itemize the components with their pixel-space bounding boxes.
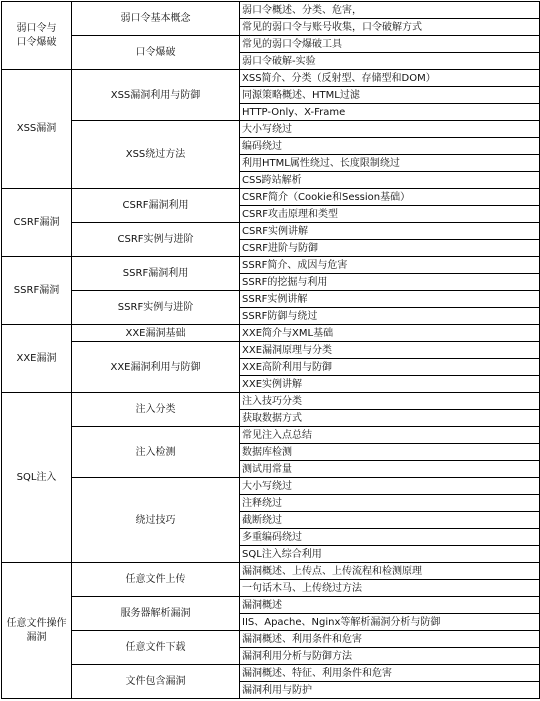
subtopic-cell: 注入分类 (72, 393, 240, 427)
content-item-cell: 获取数据方式 (240, 410, 540, 427)
topic-cell: XSS漏洞 (2, 70, 72, 189)
content-item-cell: 常见的弱口令与账号收集，口令破解方式 (240, 19, 540, 36)
content-item-cell: 利用HTML属性绕过、长度限制绕过 (240, 155, 540, 172)
table-row (2, 563, 540, 580)
content-item-cell: 漏洞利用与防护 (240, 682, 540, 699)
content-item-cell: 漏洞概述、上传点、上传流程和检测原理 (240, 563, 540, 580)
content-item-cell: 数据库检测 (240, 444, 540, 461)
table-row (2, 70, 540, 87)
subtopic-cell: 文件包含漏洞 (72, 665, 240, 699)
subtopic-cell: XSS漏洞利用与防御 (72, 70, 240, 121)
content-item-cell: CSRF简介（Cookie和Session基础） (240, 189, 540, 206)
content-item-cell: XXE实例讲解 (240, 376, 540, 393)
content-item-cell: IIS、Apache、Nginx等解析漏洞分析与防御 (240, 614, 540, 631)
table-row (2, 342, 540, 359)
content-item-cell: 注释绕过 (240, 495, 540, 512)
table-row (2, 597, 540, 614)
subtopic-cell: 注入检测 (72, 427, 240, 478)
content-item-cell: SSRF实例讲解 (240, 291, 540, 308)
content-item-cell: 一句话木马、上传绕过方法 (240, 580, 540, 597)
content-item-cell: 常见的弱口令爆破工具 (240, 36, 540, 53)
subtopic-cell: 任意文件上传 (72, 563, 240, 597)
content-item-cell: SSRF简介、成因与危害 (240, 257, 540, 274)
subtopic-cell: 任意文件下载 (72, 631, 240, 665)
content-item-cell: 注入技巧分类 (240, 393, 540, 410)
subtopic-cell: SSRF实例与进阶 (72, 291, 240, 325)
content-item-cell: 漏洞概述 (240, 597, 540, 614)
table-row (2, 325, 540, 342)
subtopic-cell: 弱口令基本概念 (72, 2, 240, 36)
content-item-cell: 编码绕过 (240, 138, 540, 155)
table-row (2, 189, 540, 206)
content-item-cell: XSS简介、分类（反射型、存储型和DOM） (240, 70, 540, 87)
table-row (2, 478, 540, 495)
content-item-cell: CSRF进阶与防御 (240, 240, 540, 257)
table-row (2, 2, 540, 19)
content-item-cell: XXE高阶利用与防御 (240, 359, 540, 376)
topic-cell: SSRF漏洞 (2, 257, 72, 325)
table-row (2, 36, 540, 53)
content-item-cell: 常见注入点总结 (240, 427, 540, 444)
content-item-cell: 大小写绕过 (240, 121, 540, 138)
topic-cell: SQL注入 (2, 393, 72, 563)
content-item-cell: CSRF攻击原理和类型 (240, 206, 540, 223)
content-item-cell: 弱口令破解-实验 (240, 53, 540, 70)
outline-body (2, 2, 540, 699)
content-item-cell: XXE简介与XML基础 (240, 325, 540, 342)
content-item-cell: 大小写绕过 (240, 478, 540, 495)
content-item-cell: 多重编码绕过 (240, 529, 540, 546)
content-item-cell: 同源策略概述、HTML过滤 (240, 87, 540, 104)
topic-cell: 任意文件操作 漏洞 (2, 563, 72, 699)
subtopic-cell: 口令爆破 (72, 36, 240, 70)
table-row (2, 631, 540, 648)
table-row (2, 121, 540, 138)
content-item-cell: 漏洞利用分析与防御方法 (240, 648, 540, 665)
table-row (2, 393, 540, 410)
content-item-cell: SSRF防御与绕过 (240, 308, 540, 325)
subtopic-cell: XXE漏洞利用与防御 (72, 342, 240, 393)
content-item-cell: SSRF的挖掘与利用 (240, 274, 540, 291)
content-item-cell: 漏洞概述、特征、利用条件和危害 (240, 665, 540, 682)
content-item-cell: 弱口令概述、分类、危害， (240, 2, 540, 19)
content-item-cell: 漏洞概述、利用条件和危害 (240, 631, 540, 648)
subtopic-cell: 服务器解析漏洞 (72, 597, 240, 631)
content-item-cell: SQL注入综合利用 (240, 546, 540, 563)
content-item-cell: CSRF实例讲解 (240, 223, 540, 240)
subtopic-cell: SSRF漏洞利用 (72, 257, 240, 291)
subtopic-cell: CSRF实例与进阶 (72, 223, 240, 257)
subtopic-cell: XXE漏洞基础 (72, 325, 240, 342)
content-item-cell: 测试用常量 (240, 461, 540, 478)
subtopic-cell: XSS绕过方法 (72, 121, 240, 189)
content-item-cell: CSS跨站解析 (240, 172, 540, 189)
table-row (2, 223, 540, 240)
topic-cell: XXE漏洞 (2, 325, 72, 393)
content-item-cell: 截断绕过 (240, 512, 540, 529)
table-row (2, 427, 540, 444)
table-row (2, 257, 540, 274)
subtopic-cell: 绕过技巧 (72, 478, 240, 563)
content-item-cell: HTTP-Only、X-Frame (240, 104, 540, 121)
topic-cell: CSRF漏洞 (2, 189, 72, 257)
table-row (2, 291, 540, 308)
course-outline-table (1, 1, 540, 699)
subtopic-cell: CSRF漏洞利用 (72, 189, 240, 223)
content-item-cell: XXE漏洞原理与分类 (240, 342, 540, 359)
topic-cell: 弱口令与 口令爆破 (2, 2, 72, 70)
table-row (2, 665, 540, 682)
